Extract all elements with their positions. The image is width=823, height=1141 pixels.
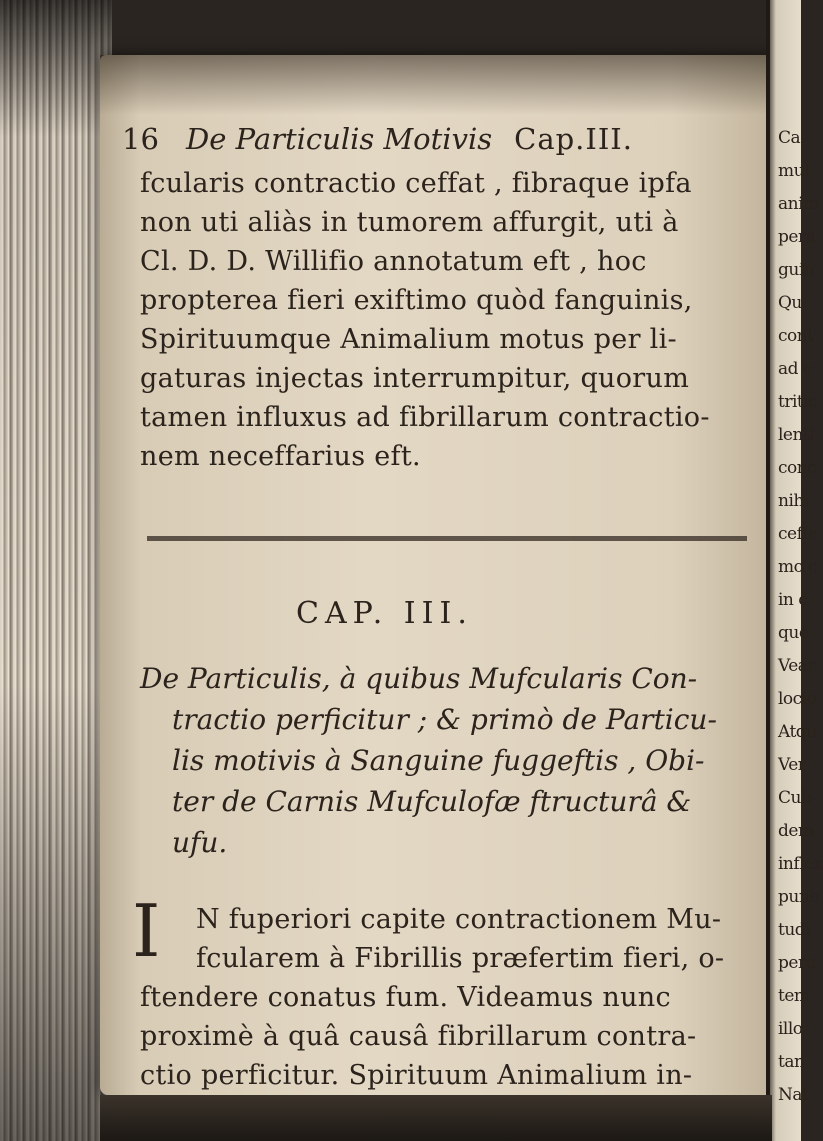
facing-page-text-fragment: lenti <box>778 425 815 445</box>
facing-page-text-fragment: mul <box>778 161 810 181</box>
page-number: 16 <box>122 122 159 156</box>
facing-page-text-fragment: ad c <box>778 359 812 379</box>
facing-page-text-fragment: guin <box>778 260 815 280</box>
facing-page-text-fragment: conc <box>778 458 817 478</box>
body-line: tamen influxus ad fibrillarum contractio- <box>140 402 710 433</box>
facing-page-text-fragment: pune <box>778 887 819 907</box>
body-line: Cl. D. D. Willifio annotatum eft , hoc <box>140 246 647 277</box>
page-bottom-shadow <box>100 1095 772 1141</box>
facing-page-text-fragment: Vear <box>778 656 816 676</box>
drop-cap: I <box>132 889 161 973</box>
facing-page-text-fragment: dem <box>778 821 814 841</box>
facing-page-text-fragment: peru <box>778 953 817 973</box>
facing-page-text-fragment: tudi <box>778 920 811 940</box>
summary-line: ter de Carnis Mufculofæ ftructurâ & <box>172 785 692 818</box>
facing-page-text-fragment: Qu <box>778 293 802 313</box>
body-line: propterea fieri exiftimo quòd fanguinis, <box>140 285 693 316</box>
body-line: Spirituumque Animalium motus per li- <box>140 324 677 355</box>
book-page-edges <box>0 0 112 1141</box>
facing-page-text-fragment: anim <box>778 194 819 214</box>
facing-page-text-fragment: ceffa <box>778 524 818 544</box>
body-line: fcularis contractio ceffat , fibraque ipfa <box>140 168 692 199</box>
facing-page-text-fragment: in c <box>778 590 808 610</box>
text-line: ftendere conatus fum. Videamus nunc <box>140 982 671 1013</box>
facing-page-text-fragment: cont <box>778 326 814 346</box>
facing-page-text-fragment: mo c <box>778 557 818 577</box>
text-line: N fuperiori capite contractionem Mu- <box>196 904 722 935</box>
facing-page-text-fragment: Atqu <box>778 722 817 742</box>
facing-page-text-fragment: Ca <box>778 128 801 148</box>
facing-page-text-fragment: tritic <box>778 392 818 412</box>
chapter-heading: CAP. III. <box>296 596 473 631</box>
body-line: gaturas injectas interrumpitur, quorum <box>140 363 690 394</box>
facing-page-text-fragment: tan <box>778 1052 805 1072</box>
chapter-reference: Cap.III. <box>514 122 633 156</box>
summary-line: lis motivis à Sanguine fuggeftis , Obi- <box>172 744 705 777</box>
facing-page-text-fragment: Cub <box>778 788 812 808</box>
body-line: non uti aliàs in tumorem affurgit, uti à <box>140 207 679 238</box>
text-line: fcularem à Fibrillis præfertim fieri, o- <box>196 943 725 974</box>
running-header <box>122 122 633 156</box>
text-line: proximè à quâ causâ fibrillarum contra- <box>140 1021 697 1052</box>
facing-page-text-fragment: locio <box>778 689 817 709</box>
facing-page-text-fragment: que <box>778 623 809 643</box>
facing-page-text-fragment: Nat <box>778 1085 809 1105</box>
text-line: ctio perficitur. Spirituum Animalium in- <box>140 1060 693 1091</box>
summary-line: De Particulis, à quibus Mufcularis Con- <box>140 662 698 695</box>
facing-page-text-fragment: pera <box>778 227 816 247</box>
facing-page-text-fragment: inflex <box>778 854 823 874</box>
body-line: nem neceffarius eft. <box>140 441 421 472</box>
section-rule <box>147 536 747 541</box>
page-shadow <box>100 55 772 115</box>
facing-page-text-fragment: nihi <box>778 491 809 511</box>
facing-page-fragment <box>770 0 823 1141</box>
facing-page-text-fragment: illo <box>778 1019 803 1039</box>
summary-line: tractio perficitur ; & primò de Particu- <box>172 703 717 736</box>
facing-page-text-fragment: tem <box>778 986 810 1006</box>
running-title: De Particulis Motivis <box>186 122 493 156</box>
facing-page-text-fragment: Ver <box>778 755 806 775</box>
summary-line: ufu. <box>172 826 228 859</box>
